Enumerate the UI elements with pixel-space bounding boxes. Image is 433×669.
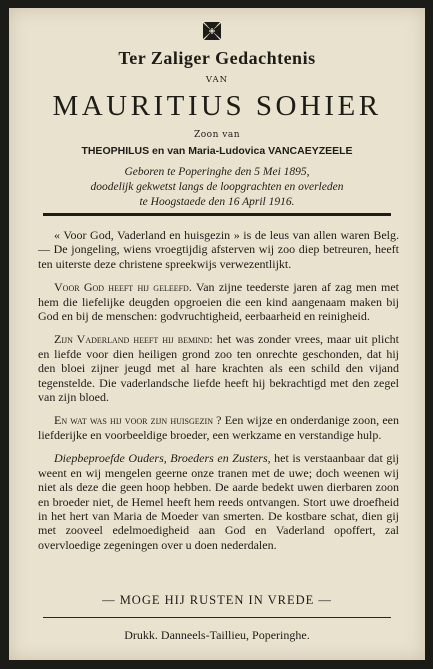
- prayer-line: — MOGE HIJ RUSTEN IN VREDE —: [102, 593, 332, 607]
- paragraph-lead: En wat was hij voor zijn huisgezin ?: [54, 413, 222, 428]
- deceased-name: MAURITIUS SOHIER: [52, 90, 382, 122]
- memorial-text: [38, 228, 399, 561]
- paragraph-fatherland: [38, 332, 399, 404]
- printer-credit: Drukk. Danneels-Taillieu, Poperinghe.: [124, 628, 310, 642]
- zoon-van-label: Zoon van: [194, 130, 240, 140]
- paragraph-rest: het is verstaanbaar dat gij weent en wij mengelen geerne onze tranen met de uwe; doch weenen wij niet als deze die geen hoop hebben. De aarde bedekt uwen dierbaren zoon en broeder niet, de Hemel heeft hem reeds ontvangen. Stort uwe droefheid in het hert van Maria de Moeder van smerten. De kostbare schat, dien gij met zooveel edelmoedigheid aan God en Vaderland opoffert, zal overvloedige zegeningen over u doen nederdalen.: [38, 451, 399, 552]
- paragraph-lead: Zijn Vaderland heeft hij bemind: [54, 332, 210, 347]
- memorial-card: [9, 8, 425, 660]
- paragraph-lead: Voor God heeft hij geleefd.: [54, 280, 192, 295]
- paragraph-rest: Een wijze en onderdanige zoon, een liefderijke en voorbeeldige broeder, een werkzame en verstandige hulp.: [38, 413, 399, 442]
- card-title: Ter Zaliger Gedachtenis: [118, 48, 316, 68]
- paragraph-consolation: [38, 451, 399, 552]
- paragraph-family: [38, 413, 399, 442]
- paragraph-motto: « Voor God, Vaderland en huisgezin » is de leus van allen waren Belg. — De jongeling, wiens vroegtijdig afsterven wij zoo diep betreuren, heeft ten uiterste deze christene spreekwijs verwezentlijkt.: [38, 228, 399, 271]
- maltese-cross-icon: [201, 20, 223, 42]
- divider-rule: [43, 213, 391, 216]
- paragraph-rest: : het was zonder vrees, maar uit plicht en liefde voor dien heiligen grond zoo ten onrechte geschonden, dat hij den bloei zijner jeugd met al hare krachten als een schild den vijand tegenstelde. Die vaderlandsche liefde heeft hij bekrachtigd met den zegel van zijn bloed.: [38, 332, 400, 405]
- place-date-line: te Hoogstaede den 16 April 1916.: [139, 196, 295, 208]
- paragraph-lead: Diepbeproefde Ouders, Broeders en Zusters,: [54, 451, 271, 466]
- death-line: doodelijk gekwetst langs de loopgrachten en overleden: [90, 181, 344, 193]
- birth-line: Geboren te Poperinghe den 5 Mei 1895,: [124, 166, 310, 178]
- paragraph-god: [38, 280, 399, 323]
- bottom-rule: [43, 617, 391, 618]
- birth-death-info: [9, 165, 425, 210]
- parents-names: THEOPHILUS en van Maria-Ludovica VANCAEYZEELE: [81, 145, 353, 157]
- van-label: VAN: [205, 75, 229, 85]
- paragraph-rest: Van zijne teederste jaren af zag men met hem die liefelijke deugden opgroeien die een kind aangenaam maken bij God en bij de menschen: godvruchtigheid, eerbaarheid en reinigheid.: [38, 280, 399, 324]
